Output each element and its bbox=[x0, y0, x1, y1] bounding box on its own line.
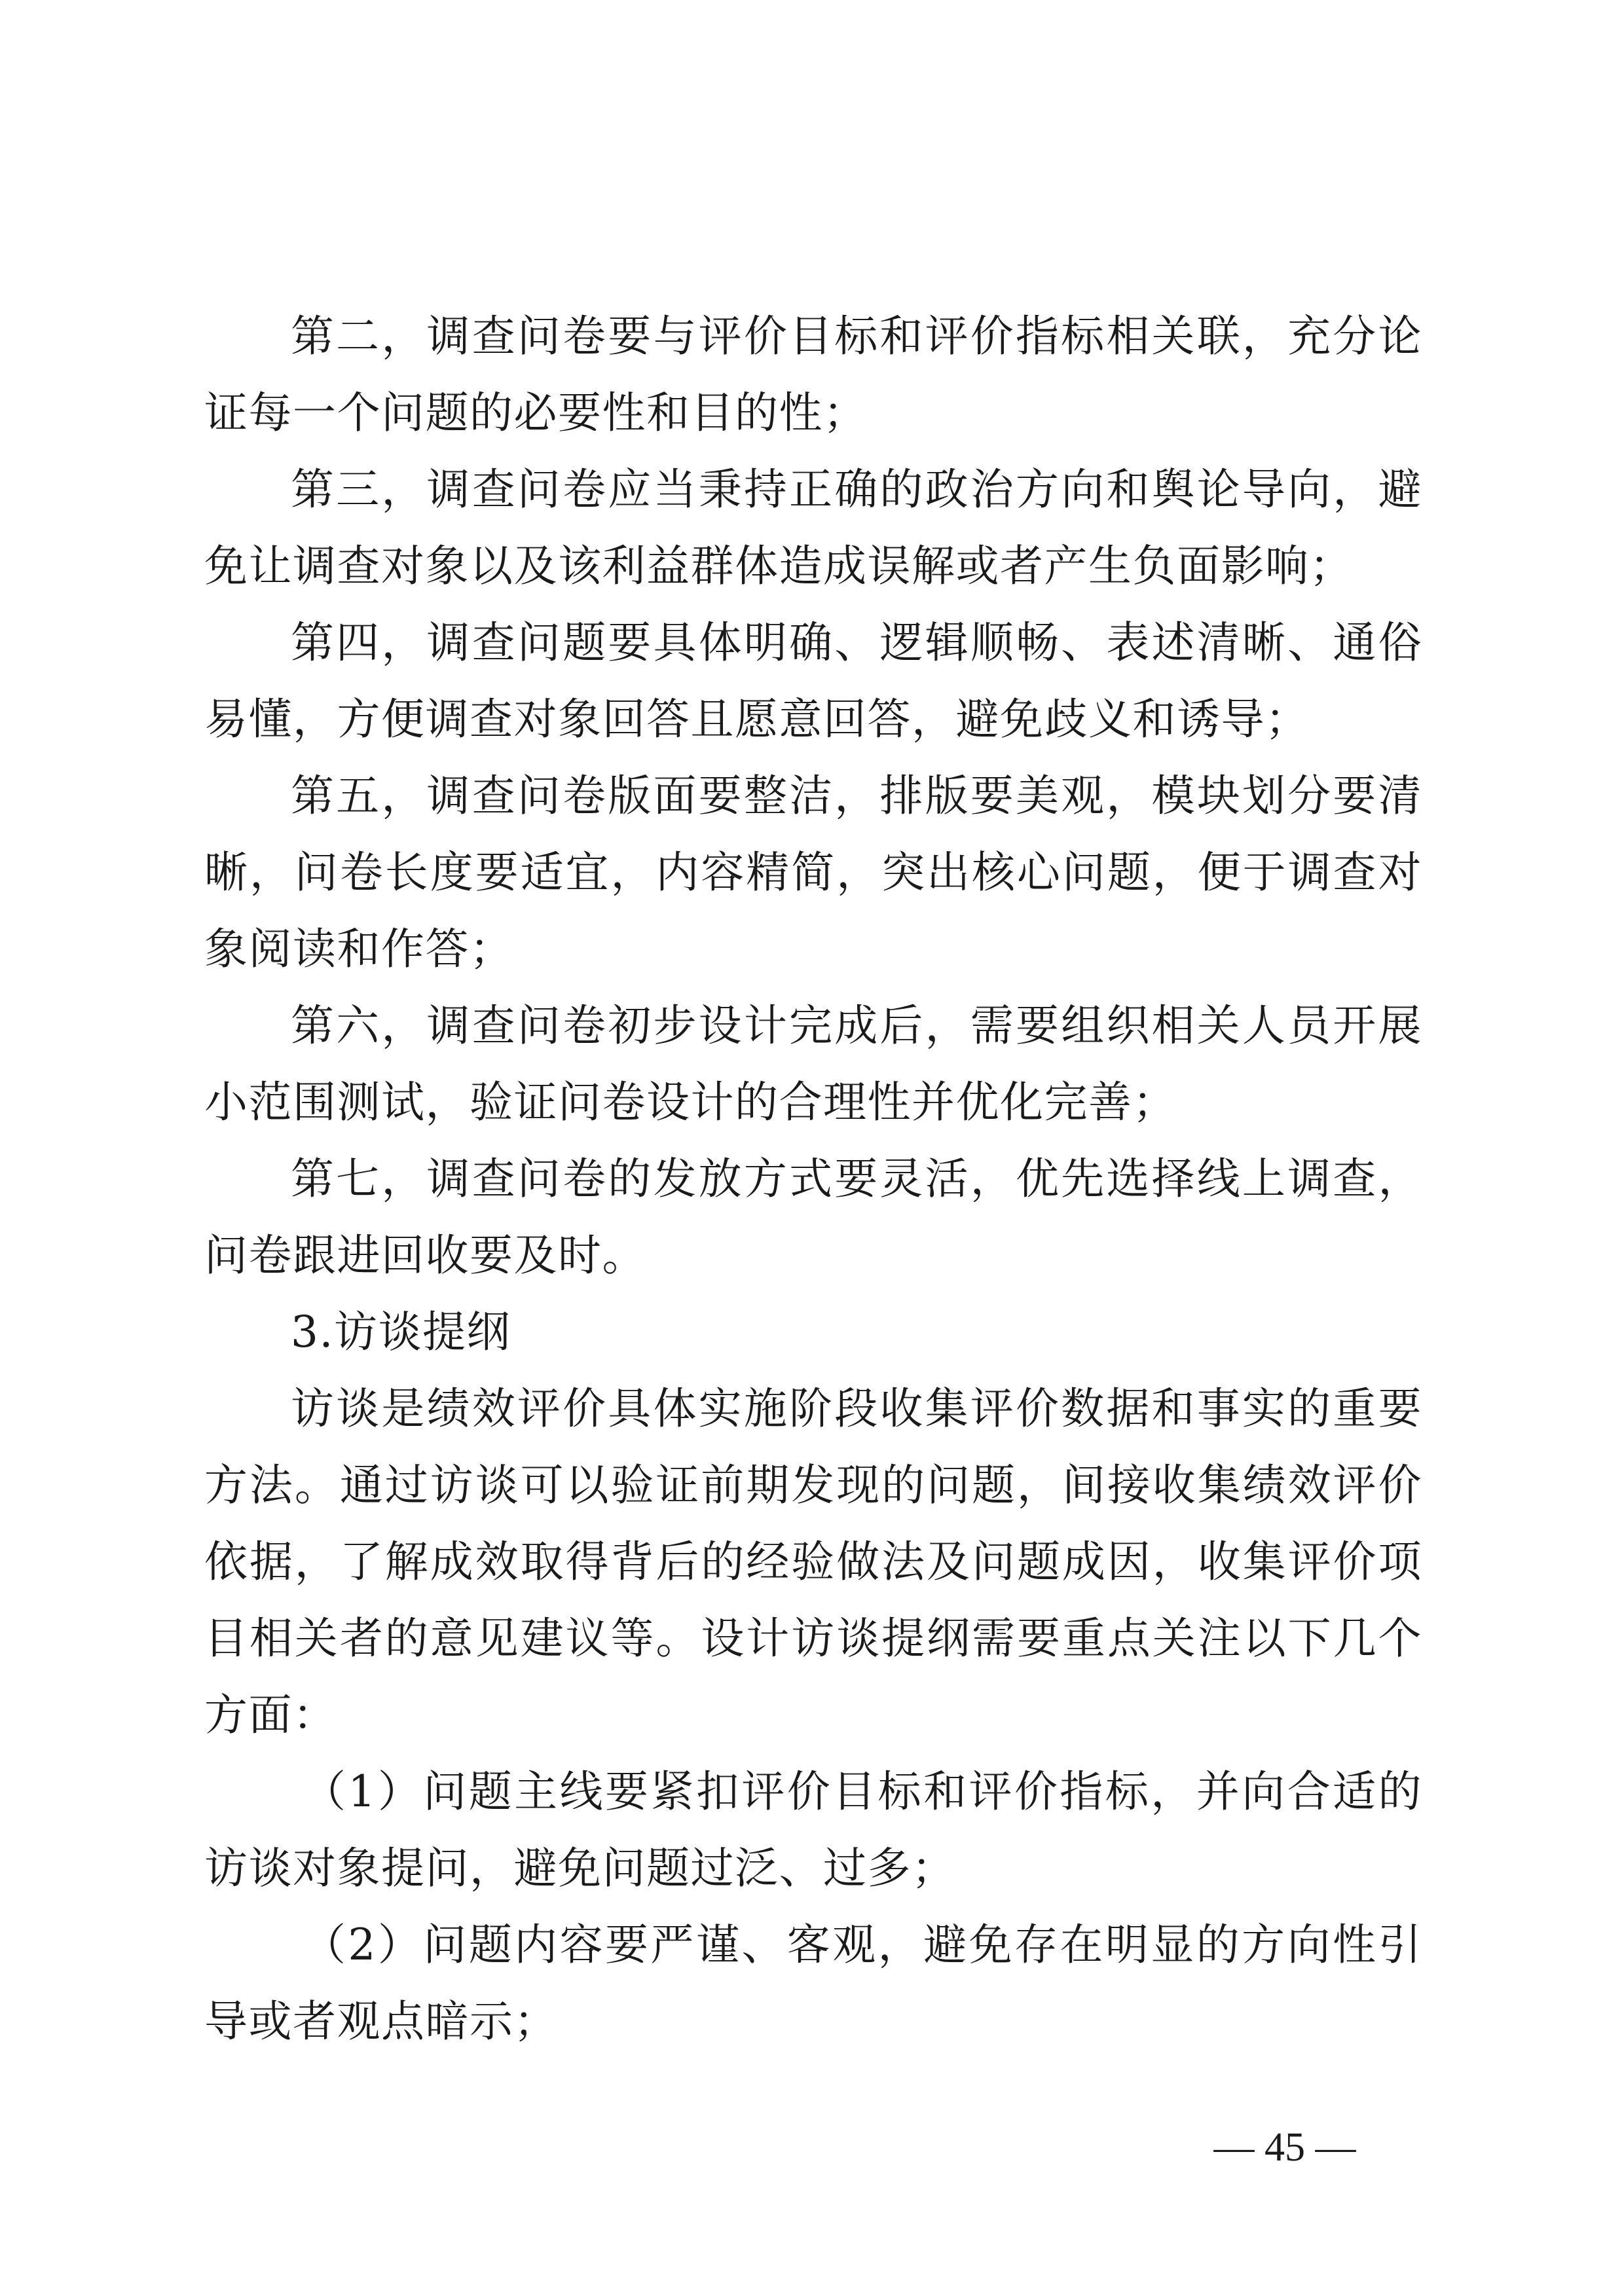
paragraph-sixth: 第六，调查问卷初步设计完成后，需要组织相关人员开展小范围测试，验证问卷设计的合理性并优化完善； bbox=[204, 1000, 1422, 1127]
paragraph-seventh: 第七，调查问卷的发放方式要灵活，优先选择线上调查，问卷跟进回收要及时。 bbox=[204, 1154, 1422, 1281]
paragraph-third: 第三，调查问卷应当秉持正确的政治方向和舆论导向，避免让调查对象以及该利益群体造成误解或者产生负面影响； bbox=[204, 464, 1422, 591]
body-text bbox=[204, 298, 1422, 2060]
paragraph-fourth: 第四，调查问题要具体明确、逻辑顺畅、表述清晰、通俗易懂，方便调查对象回答且愿意回答，避免歧义和诱导； bbox=[204, 617, 1422, 744]
paragraph-second: 第二，调查问卷要与评价目标和评价指标相关联，充分论证每一个问题的必要性和目的性； bbox=[204, 311, 1422, 438]
list-item-1: （1）问题主线要紧扣评价目标和评价指标，并向合适的访谈对象提问，避免问题过泛、过多； bbox=[204, 1766, 1422, 1893]
paragraph-interview-intro: 访谈是绩效评价具体实施阶段收集评价数据和事实的重要方法。通过访谈可以验证前期发现的问题，间接收集绩效评价依据，了解成效取得背后的经验做法及问题成因，收集评价项目相关者的意见建议等。设计访谈提纲需要重点关注以下几个方面： bbox=[204, 1383, 1422, 1740]
page-number: — 45 — bbox=[1213, 2125, 1356, 2170]
list-item-2: （2）问题内容要严谨、客观，避免存在明显的方向性引导或者观点暗示； bbox=[204, 1920, 1422, 2047]
paragraph-fifth: 第五，调查问卷版面要整洁，排版要美观，模块划分要清晰，问卷长度要适宜，内容精简，突出核心问题，便于调查对象阅读和作答； bbox=[204, 771, 1422, 974]
section-heading-interview-outline: 3.访谈提纲 bbox=[291, 1307, 511, 1357]
